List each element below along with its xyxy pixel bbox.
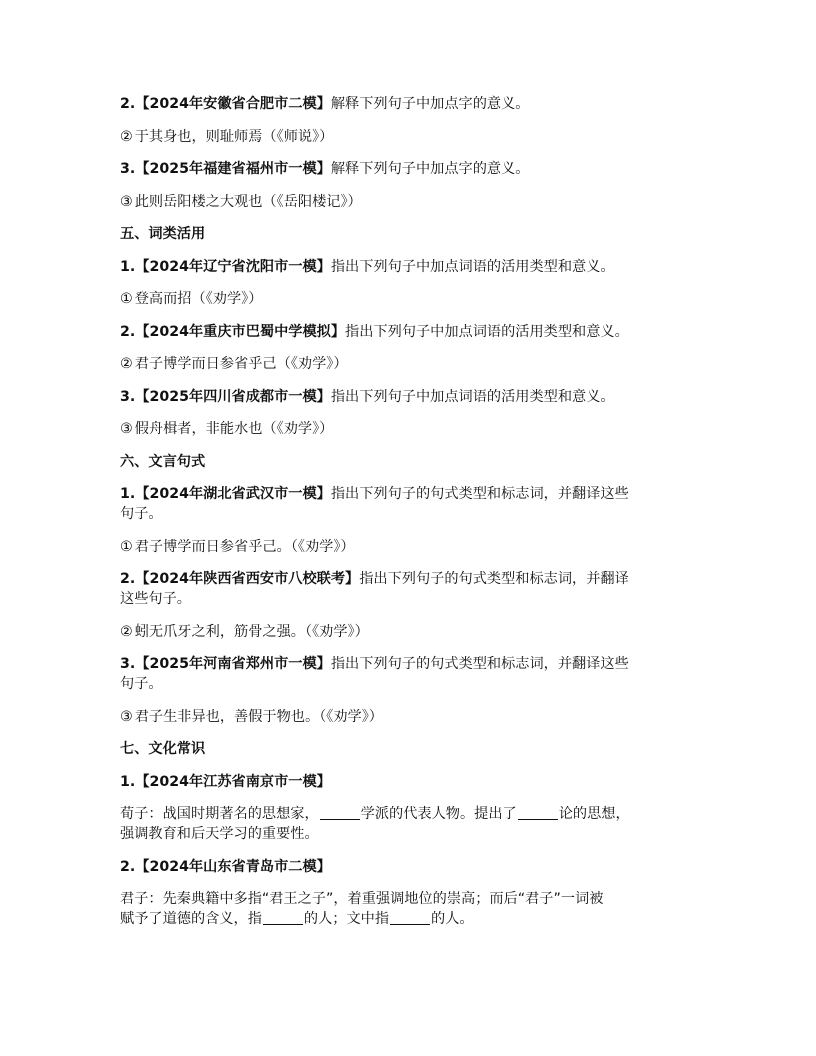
question-prompt: 解释下列句子中加点字的意义。 [330,161,530,177]
question-source-tag: 【2024年辽宁省沈阳市一模】 [135,258,331,275]
section7-question-2-header [120,857,700,877]
item-text: 君子生非异也，善假于物也。（《劝学》） [134,708,383,725]
question-item [120,192,700,212]
fill-text-c: 的人；文中指 [303,911,390,927]
section-heading-7: 七、文化常识 [120,741,206,757]
question-number: 1. [120,258,136,275]
question-item [120,707,700,727]
circled-number: ① [120,538,133,555]
question-prompt: 指出下列句子的句式类型和标志词，并翻译这些 [330,486,629,502]
question-number: 2. [120,571,136,587]
circled-number: ① [120,291,133,307]
section-heading-6: 六、文言句式 [120,453,206,470]
question-item [120,419,700,439]
item-text: 君子博学而日参省乎己（《劝学》） [134,356,348,372]
question-source-tag: 【2024年陕西省西安市八校联考】 [135,571,360,587]
question-source-tag: 【2024年安徽省合肥市二模】 [135,96,331,112]
circled-number: ③ [120,421,133,437]
fill-text-c: 论的思想， [558,806,630,822]
fill-text-b: 学派的代表人物。提出了 [360,806,517,822]
question-prompt-continued: 这些句子。 [120,591,191,607]
question-prompt-continued: 句子。 [120,506,163,522]
item-text: 君子博学而日参省乎己。（《劝学》） [134,538,355,555]
question-source-tag: 【2024年湖北省武汉市一模】 [135,486,331,502]
section7-question-1-body [120,804,700,844]
fill-text-b: 赋予了道德的含义，指 [120,911,262,927]
circled-number: ③ [120,708,133,725]
section6-question-2 [120,569,700,609]
circled-number: ③ [120,193,133,210]
question-prompt: 指出下列句子的句式类型和标志词，并翻译这些 [330,656,629,672]
question-source-tag: 【2024年江苏省南京市一模】 [135,773,331,790]
fill-text-d: 的人。 [431,911,474,927]
question-item [120,537,700,557]
question-number: 1. [120,486,136,502]
question-number: 3. [120,656,136,672]
question-number: 2. [120,323,136,340]
circled-number: ② [120,128,133,145]
section7-question-2-body [120,889,700,929]
item-text: 此则岳阳楼之大观也（《岳阳楼记》） [134,193,362,210]
item-text: 蚓无爪牙之利，筋骨之强。（《劝学》） [134,623,369,640]
document-content [120,94,700,942]
question-source-tag: 【2025年河南省郑州市一模】 [135,656,331,672]
fill-blank[interactable] [518,805,558,820]
fill-text-d: 强调教育和后天学习的重要性。 [120,826,319,842]
question-item [120,289,700,309]
question-number: 3. [120,161,136,177]
question-item [120,354,700,374]
fill-blank[interactable] [263,910,303,925]
question-3-fuzhou [120,159,700,179]
section6-question-3 [120,654,700,694]
item-text: 于其身也，则耻师焉（《师说》） [134,128,334,145]
circled-number: ② [120,623,133,640]
section5-question-2 [120,322,700,342]
question-item [120,127,700,147]
section-heading-5: 五、词类活用 [120,226,206,242]
question-prompt: 指出下列句子中加点词语的活用类型和意义。 [345,323,629,340]
question-source-tag: 【2025年福建省福州市一模】 [135,161,331,177]
question-source-tag: 【2025年四川省成都市一模】 [135,388,331,405]
section5-question-1 [120,257,700,277]
circled-number: ② [120,356,133,372]
item-text: 登高而招（《劝学》） [134,291,263,307]
question-prompt: 指出下列句子的句式类型和标志词，并翻译 [359,571,629,587]
question-number: 1. [120,773,136,790]
section6-question-1 [120,484,700,524]
question-prompt: 解释下列句子中加点字的意义。 [330,96,530,112]
fill-text-a: 君子：先秦典籍中多指“君王之子”，着重强调地位的崇高；而后“君子”一词被 [120,891,604,907]
question-source-tag: 【2024年山东省青岛市二模】 [135,858,331,875]
question-2-hefei [120,94,700,114]
question-item [120,622,700,642]
item-text: 假舟楫者，非能水也（《劝学》） [134,421,334,437]
fill-blank[interactable] [390,910,430,925]
section5-question-3 [120,387,700,407]
question-number: 2. [120,96,136,112]
question-number: 3. [120,388,136,405]
fill-blank[interactable] [320,805,360,820]
question-source-tag: 【2024年重庆市巴蜀中学模拟】 [135,323,346,340]
question-prompt-continued: 句子。 [120,676,163,692]
question-number: 2. [120,858,136,875]
question-prompt: 指出下列句子中加点词语的活用类型和意义。 [330,258,615,275]
section7-question-1-header [120,772,700,792]
question-prompt: 指出下列句子中加点词语的活用类型和意义。 [330,388,615,405]
fill-text-a: 荀子：战国时期著名的思想家， [120,806,319,822]
